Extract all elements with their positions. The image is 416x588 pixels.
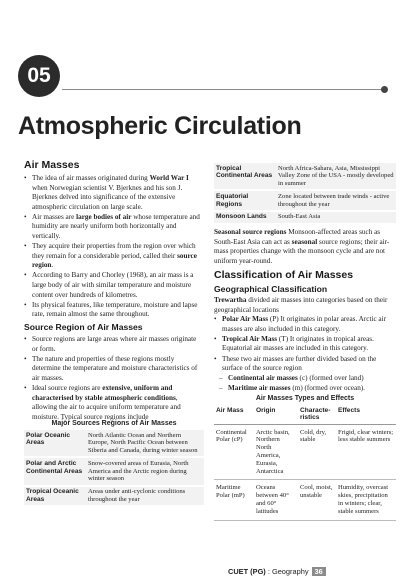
table-cell: Humidity, overcast skies, precipitation in winters; clear, stable summers: [336, 480, 396, 520]
header-rule: [62, 89, 384, 90]
table-cell: North Atlantic Ocean and Northern Europe, North Pacific Ocean between Siberia and Canada, during winter season: [86, 430, 204, 457]
table-row-label: Tropical Continental Areas: [214, 163, 276, 190]
table-cell: Arctic basin, Northern North America, Eurasia, Antarctica: [254, 424, 298, 480]
table-row: [214, 190, 396, 211]
major-sources-table-continued: [214, 163, 396, 225]
classification-sublist: [214, 374, 396, 394]
air-mass-bullet: • The idea of air masses originated during World War I when Norwegian scientist V. Bjerknes and his son J. Bjerknes delved into significance of the extensive atmospheric circulation on large scale.: [24, 174, 204, 212]
air-masses-section: [24, 174, 204, 320]
table-cell: North Africa-Sahara, Asia, Mississippi Valley Zone of the USA - mostly developed in summer: [276, 163, 396, 190]
table-header-cell: Effects: [336, 405, 396, 424]
table-row-label: Equatorial Regions: [214, 190, 276, 211]
table-row-label: Tropical Oceanic Areas: [24, 486, 86, 507]
classification-subbullet: – Maritime air masses (m) (formed over ocean).: [214, 384, 396, 394]
source-region-bullet: • Source regions are large areas where air masses originate or form.: [24, 335, 204, 354]
table-row-label: Polar and Arctic Continental Areas: [24, 457, 86, 485]
table-cell: Areas under anti-cyclonic conditions throughout the year: [86, 486, 204, 507]
classification-bullet: • Polar Air Mass (P) It originates in polar areas. Arctic air masses are also included in this category.: [214, 315, 396, 334]
air-masses-list: [24, 174, 204, 320]
table-row: [24, 457, 204, 485]
table-row: [24, 486, 204, 507]
air-mass-bullet: • According to Barry and Chorley (1968), an air mass is a large body of air with similar temperature and moisture content over hundreds of kilometres.: [24, 271, 204, 300]
source-region-list: [24, 335, 204, 422]
geographical-classification-heading: Geographical Classification: [214, 284, 328, 294]
table-cell: Maritime Polar (mP): [214, 480, 254, 520]
classification-bullet: • These two air masses are further divided based on the surface of the source region: [214, 355, 396, 374]
header-rule-dot: [381, 86, 388, 93]
chapter-title: Atmospheric Circulation: [18, 112, 302, 140]
table-cell: Continental Polar (cP): [214, 424, 254, 480]
table-row: [214, 211, 396, 224]
classification-intro: Trewartha divided air masses into categories based on their geographical locations: [214, 296, 388, 314]
chapter-number: 05: [27, 64, 51, 87]
air-mass-bullet: • Its physical features, like temperature, moisture and lapse rate, remain almost the same throughout.: [24, 301, 204, 320]
source-region-bullet: • Ideal source regions are extensive, uniform and characterised by stable atmospheric conditions, allowing the air to acquire uniform temperature and moisture. Typical source regions include: [24, 384, 204, 422]
table-header-cell: Origin: [254, 405, 298, 424]
source-region-heading: Source Region of Air Masses: [24, 322, 143, 332]
table-row-label: Monsoon Lands: [214, 211, 276, 224]
classification-list: [214, 315, 396, 374]
table-cell: Zone located between trade winds - active throughout the year: [276, 190, 396, 211]
major-sources-table-wrapper: [24, 430, 204, 507]
page-footer: CUET (PG) : Geography 36: [228, 567, 326, 576]
major-sources-table-title: Major Sources Regions of Air Masses: [51, 420, 177, 427]
types-table-wrapper: [214, 405, 396, 521]
classification-bullet: • Tropical Air Mass (T) It originates in tropical areas. Equatorial air masses are included in this category.: [214, 335, 396, 354]
table-cell: Oceans between 40° and 60° latitudes: [254, 480, 298, 520]
types-table-title: Air Masses Types and Effects: [255, 395, 355, 402]
page-number: 36: [312, 567, 326, 576]
table-cell: Frigid, clear winters; less stable summers: [336, 424, 396, 480]
classification-heading: Classification of Air Masses: [214, 269, 354, 281]
types-table: [214, 405, 396, 521]
table-header-cell: Air Mass: [214, 405, 254, 424]
table-row: [24, 430, 204, 457]
source-region-section: [24, 335, 204, 423]
classification-subbullet: – Continental air masses (c) (formed over land): [214, 374, 396, 384]
source-region-bullet: • The nature and properties of these regions mostly determine the temperature and moisture characteristics of air masses.: [24, 355, 204, 384]
table-row-label: Polar Oceanic Areas: [24, 430, 86, 457]
table-row: [214, 163, 396, 190]
table-header-cell: Characte-ristics: [298, 405, 336, 424]
table-cell: Cold, dry, stable: [298, 424, 336, 480]
major-sources-table: [24, 430, 204, 507]
seasonal-note: Seasonal source regions Monsoon-affected areas such as South-East Asia can act as seasonal source regions; their air-mass properties change with the monsoon cycle and are not uniform year-round.: [214, 228, 390, 265]
chapter-number-badge: [18, 55, 60, 97]
air-mass-bullet: • Air masses are large bodies of air whose temperature and humidity are nearly uniform both horizontally and vertically.: [24, 213, 204, 242]
table-cell: Cool, moist, unstable: [298, 480, 336, 520]
table-cell: South-East Asia: [276, 211, 396, 224]
table-row: [214, 480, 396, 520]
table-cell: Snow-covered areas of Eurasia, North America and the Arctic region during winter season: [86, 457, 204, 485]
classification-section: [214, 296, 396, 394]
table-header-row: [214, 405, 396, 424]
table-row: [214, 424, 396, 480]
air-mass-bullet: • They acquire their properties from the region over which they remain for a considerable period, called their source region.: [24, 242, 204, 271]
air-masses-heading: Air Masses: [24, 159, 80, 171]
major-sources-table-continued-wrapper: [214, 163, 396, 225]
